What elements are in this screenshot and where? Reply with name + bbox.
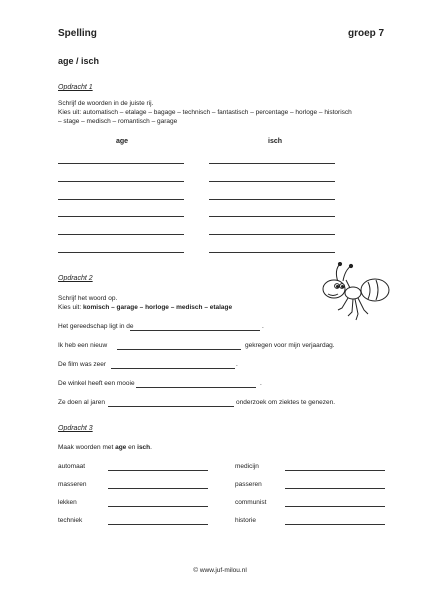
- answer-line-age-1[interactable]: [58, 163, 184, 164]
- ant-icon: [318, 262, 392, 324]
- ex3-right-line-2[interactable]: [285, 488, 385, 489]
- sentence-5-blank[interactable]: [108, 406, 234, 407]
- ex3-right-word-1: medicijn: [235, 463, 259, 470]
- ex3-instr-c: en: [126, 444, 138, 451]
- col-header-isch: isch: [268, 138, 283, 145]
- ex3-right-line-1[interactable]: [285, 470, 385, 471]
- answer-line-isch-3[interactable]: [209, 199, 335, 200]
- sentence-2-before: Ik heb een nieuw: [58, 342, 108, 349]
- answer-line-isch-6[interactable]: [209, 252, 335, 253]
- ex1-choose-line1: Kies uit: automatisch – etalage – bagage – technisch – fantastisch – percentage – horloge – historisch: [58, 109, 352, 116]
- sentence-1-before: Het gereedschap ligt in de: [58, 323, 134, 330]
- answer-line-isch-4[interactable]: [209, 216, 335, 217]
- answer-line-isch-2[interactable]: [209, 181, 335, 182]
- footer-copyright: © www.juf-milou.nl: [193, 567, 247, 574]
- ex3-left-word-1: automaat: [58, 463, 86, 470]
- sentence-5-before: Ze doen al jaren: [58, 399, 105, 406]
- ex2-instruction: Schrijf het woord op.: [58, 295, 118, 302]
- answer-line-age-2[interactable]: [58, 181, 184, 182]
- answer-line-isch-1[interactable]: [209, 163, 335, 164]
- answer-line-age-3[interactable]: [58, 199, 184, 200]
- ex3-right-word-4: historie: [235, 517, 256, 524]
- ex2-heading: Opdracht 2: [58, 275, 93, 282]
- ex3-right-word-3: communist: [235, 499, 267, 506]
- ex3-instr-age: age: [115, 444, 127, 451]
- ex1-choose-line2: – stage – medisch – romantisch – garage: [58, 118, 178, 125]
- sentence-3-before: De film was zeer: [58, 361, 107, 368]
- header-title: Spelling: [58, 28, 97, 39]
- sentence-4-before: De winkel heeft een mooie: [58, 380, 135, 387]
- ex1-instruction: Schrijf de woorden in de juiste rij.: [58, 100, 154, 107]
- ex3-right-line-3[interactable]: [285, 506, 385, 507]
- ex3-left-line-3[interactable]: [108, 506, 208, 507]
- ex3-left-word-3: lekken: [58, 499, 77, 506]
- ex2-choose: [58, 303, 232, 312]
- sentence-4-blank[interactable]: [136, 387, 256, 388]
- header-group: groep 7: [348, 28, 385, 39]
- ex3-left-line-2[interactable]: [108, 488, 208, 489]
- ex3-left-line-1[interactable]: [108, 470, 208, 471]
- answer-line-isch-5[interactable]: [209, 234, 335, 235]
- topic-title: age / isch: [58, 56, 100, 66]
- ex3-left-word-2: masseren: [58, 481, 87, 488]
- ex3-heading: Opdracht 3: [58, 425, 93, 432]
- ex3-right-line-4[interactable]: [285, 524, 385, 525]
- ex3-instr-isch: isch: [137, 444, 151, 451]
- ex2-choose-words: komisch – garage – horloge – medisch – etalage: [82, 304, 233, 311]
- ex2-choose-prefix: Kies uit:: [58, 304, 83, 311]
- answer-line-age-4[interactable]: [58, 216, 184, 217]
- ex3-instr-a: Maak woorden met: [58, 444, 116, 451]
- sentence-3-blank[interactable]: [111, 368, 235, 369]
- sentence-5-after: onderzoek om ziektes te genezen.: [236, 399, 336, 406]
- col-header-age: age: [116, 138, 129, 145]
- ex3-instr-e: .: [150, 444, 152, 451]
- sentence-4-after: .: [260, 380, 262, 387]
- answer-line-age-6[interactable]: [58, 252, 184, 253]
- ex3-left-line-4[interactable]: [108, 524, 208, 525]
- sentence-1-blank[interactable]: [130, 330, 260, 331]
- sentence-2-after: gekregen voor mijn verjaardag.: [245, 342, 335, 349]
- ex3-instruction: [58, 443, 152, 452]
- sentence-3-after: .: [236, 361, 238, 368]
- ex3-left-word-4: techniek: [58, 517, 83, 524]
- ex3-right-word-2: passeren: [235, 481, 262, 488]
- sentence-2-blank[interactable]: [117, 349, 241, 350]
- ex1-heading: Opdracht 1: [58, 84, 93, 91]
- sentence-1-after: .: [262, 323, 264, 330]
- answer-line-age-5[interactable]: [58, 234, 184, 235]
